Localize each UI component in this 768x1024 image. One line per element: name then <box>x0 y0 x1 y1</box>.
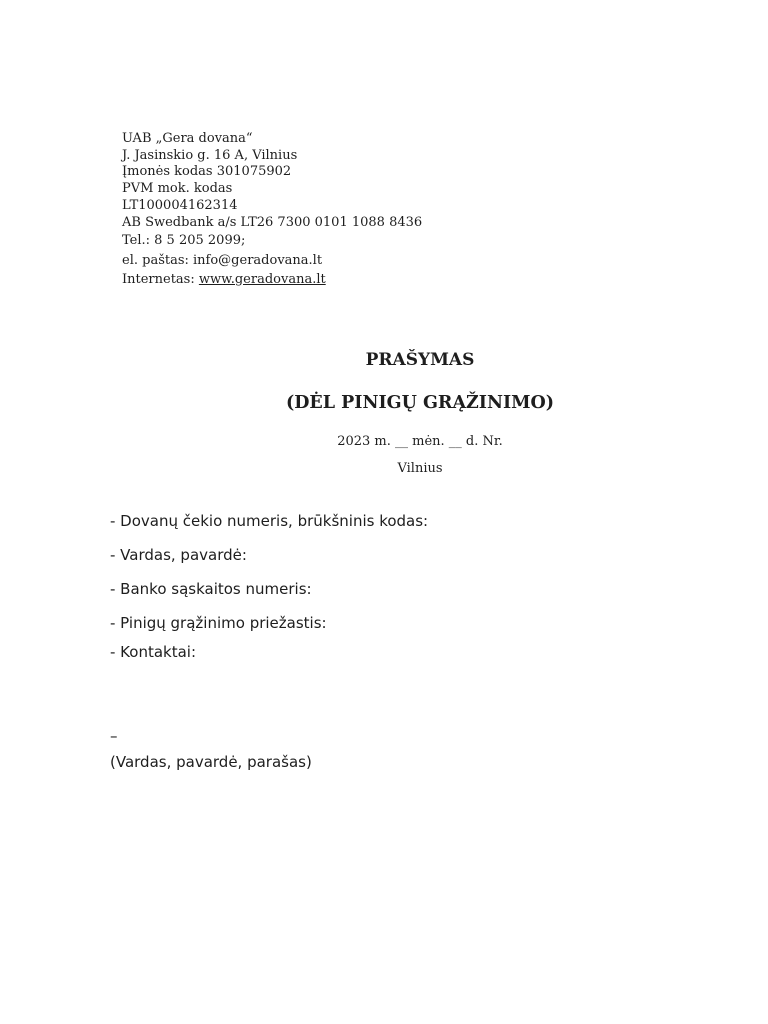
field-refund-reason: - Pinigų grąžinimo priežastis: <box>110 614 327 632</box>
field-gift-voucher-number: - Dovanų čekio numeris, brūkšninis kodas: <box>110 512 429 530</box>
vat-label: PVM mok. kodas <box>122 181 233 197</box>
company-code: Įmonės kodas 301075902 <box>122 164 292 180</box>
signature-caption: (Vardas, pavardė, parašas) <box>110 753 312 771</box>
signature-line: – <box>110 727 118 745</box>
document-city: Vilnius <box>397 461 443 476</box>
document-date-line: 2023 m. __ mėn. __ d. Nr. <box>337 434 503 449</box>
company-name: UAB „Gera dovana“ <box>122 131 253 146</box>
field-bank-account: - Banko sąskaitos numeris: <box>110 580 312 598</box>
company-address: J. Jasinskio g. 16 A, Vilnius <box>122 147 298 163</box>
document-subtitle: (DĖL PINIGŲ GRĄŽINIMO) <box>285 393 555 413</box>
vat-code: LT100004162314 <box>122 197 238 213</box>
bank-account: AB Swedbank a/s LT26 7300 0101 1088 8436 <box>122 214 423 230</box>
company-phone: Tel.: 8 5 205 2099; <box>122 233 246 249</box>
document-title: PRAŠYMAS <box>365 350 475 370</box>
company-email: el. paštas: info@geradovana.lt <box>122 252 323 268</box>
field-contacts: - Kontaktai: <box>110 643 197 661</box>
field-full-name: - Vardas, pavardė: <box>110 546 247 564</box>
website-label: Internetas: <box>122 271 199 287</box>
company-details <box>122 131 542 288</box>
website-link[interactable]: www.geradovana.lt <box>198 271 326 287</box>
company-website <box>122 272 542 289</box>
